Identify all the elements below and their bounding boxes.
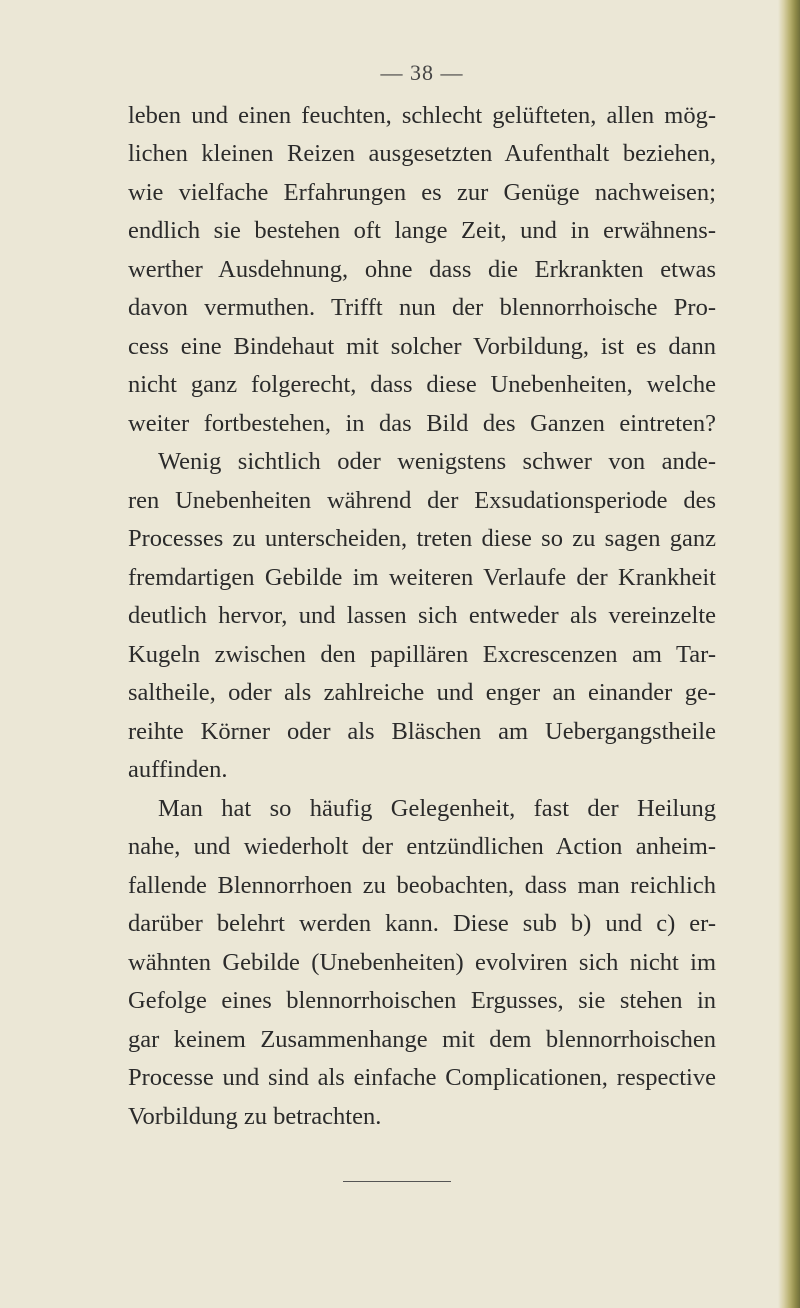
text-line: Processe und sind als einfache Complicationen, respective (128, 1064, 716, 1091)
text-line: Processes zu unterscheiden, treten diese so zu sagen ganz (128, 525, 716, 552)
text-line: nahe, und wiederholt der entzündlichen Action anheim- (128, 833, 716, 860)
text-line: Man hat so häufig Gelegenheit, fast der Heilung (158, 795, 716, 822)
end-rule (343, 1181, 451, 1182)
page-number: — 38 — (380, 60, 464, 85)
text-line: weiter fortbestehen, in das Bild des Ganzen eintreten? (128, 410, 716, 437)
text-line: fremdartigen Gebilde im weiteren Verlaufe der Krankheit (128, 564, 716, 591)
text-line: lichen kleinen Reizen ausgesetzten Aufenthalt beziehen, (128, 140, 716, 167)
page-edge-shadow (778, 0, 800, 1308)
text-line: deutlich hervor, und lassen sich entweder als vereinzelte (128, 602, 716, 629)
text-line: darüber belehrt werden kann. Diese sub b) und c) er- (128, 910, 716, 937)
text-line: endlich sie bestehen oft lange Zeit, und in erwähnens- (128, 217, 716, 244)
text-line: wähnten Gebilde (Unebenheiten) evolviren sich nicht im (128, 949, 716, 976)
text-line: Kugeln zwischen den papillären Excrescenzen am Tar- (128, 641, 716, 668)
text-line: auffinden. (128, 756, 228, 783)
text-line: werther Ausdehnung, ohne dass die Erkrankten etwas (128, 256, 716, 283)
text-line: cess eine Bindehaut mit solcher Vorbildung, ist es dann (128, 333, 716, 360)
text-line: Vorbildung zu betrachten. (128, 1103, 382, 1130)
text-line: wie vielfache Erfahrungen es zur Genüge nachweisen; (128, 179, 716, 206)
text-line: fallende Blennorrhoen zu beobachten, dass man reichlich (128, 872, 716, 899)
text-line: gar keinem Zusammenhange mit dem blennorrhoischen (128, 1026, 716, 1053)
text-line: davon vermuthen. Trifft nun der blennorrhoische Pro- (128, 294, 716, 321)
text-line: Wenig sichtlich oder wenigstens schwer von ande- (158, 448, 716, 475)
text-line: Gefolge eines blennorrhoischen Ergusses, sie stehen in (128, 987, 716, 1014)
text-line: saltheile, oder als zahlreiche und enger an einander ge- (128, 679, 716, 706)
text-line: leben und einen feuchten, schlecht gelüfteten, allen mög- (128, 102, 716, 129)
text-line: ren Unebenheiten während der Exsudationsperiode des (128, 487, 716, 514)
text-line: nicht ganz folgerecht, dass diese Unebenheiten, welche (128, 371, 716, 398)
text-line: reihte Körner oder als Bläschen am Uebergangstheile (128, 718, 716, 745)
